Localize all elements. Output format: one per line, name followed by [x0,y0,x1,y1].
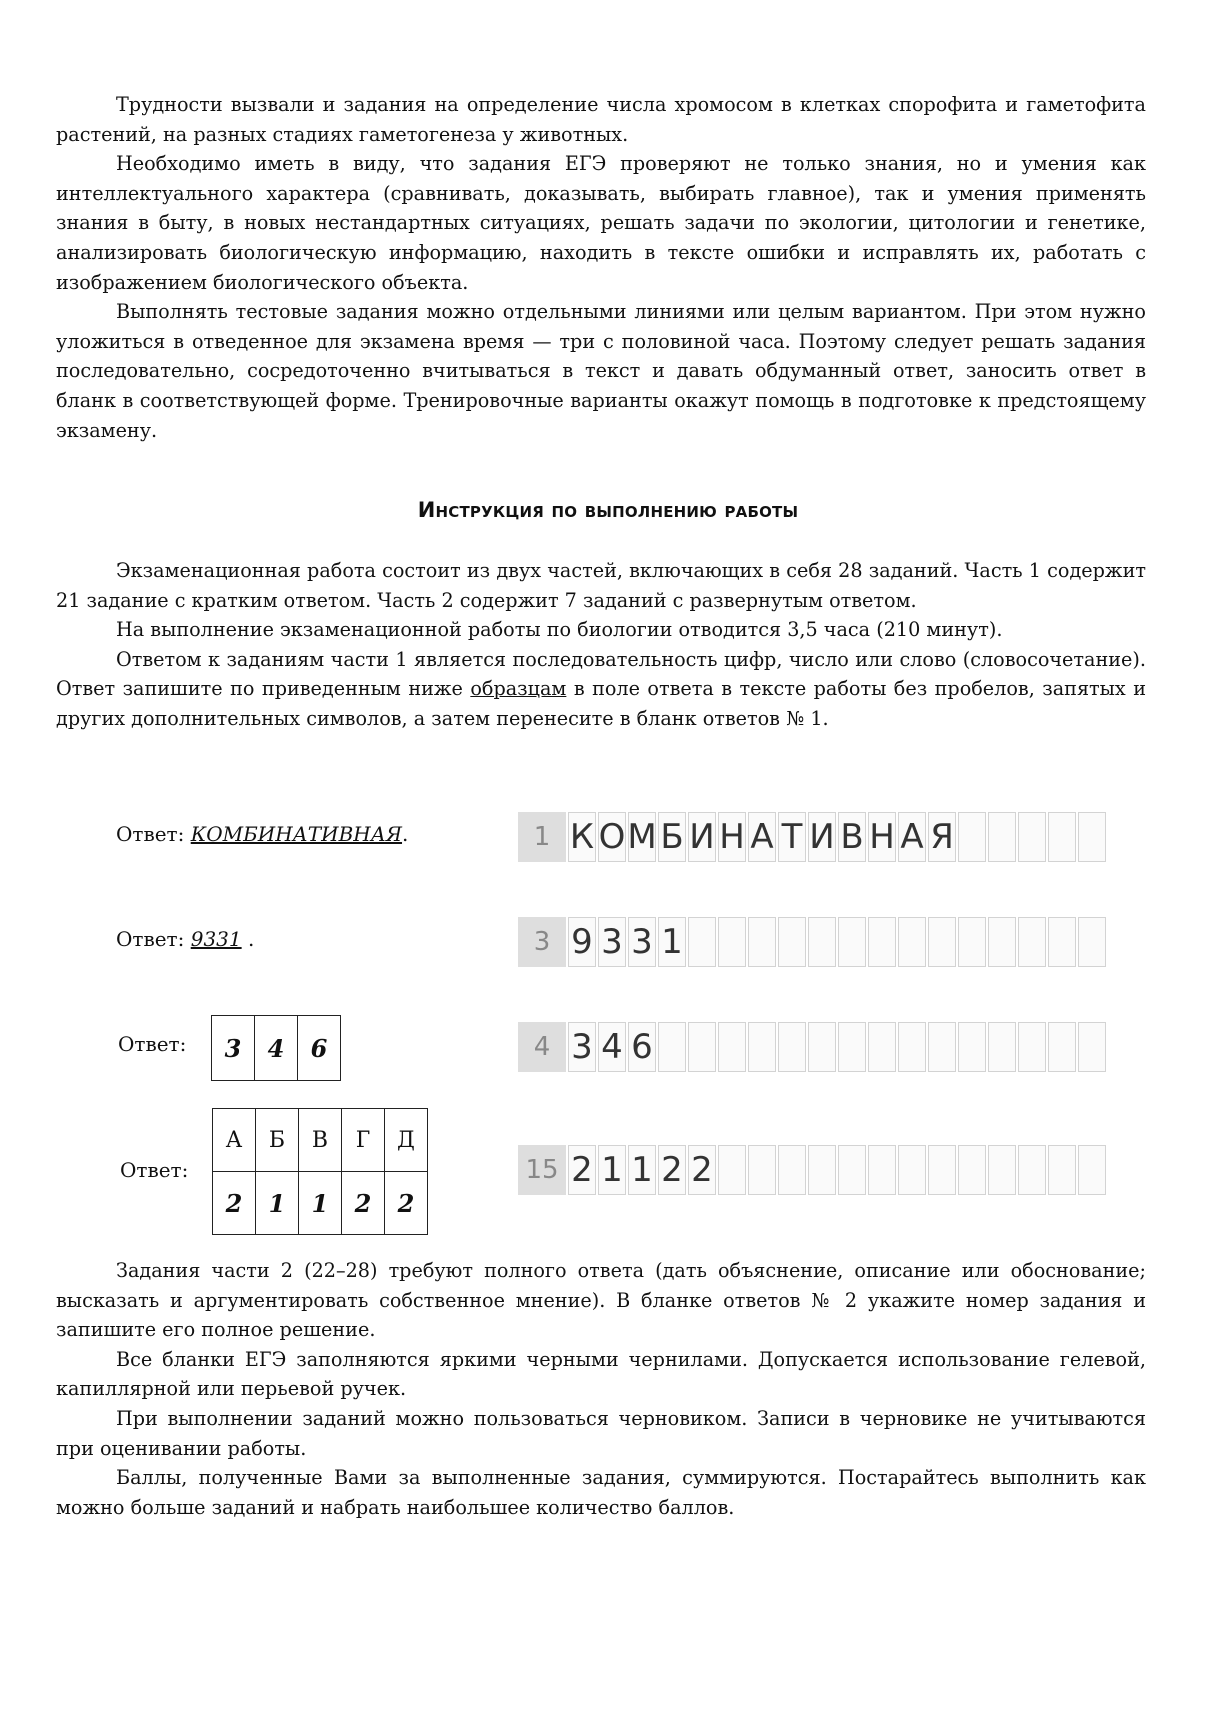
form-cell [808,917,836,967]
form-cell [718,917,746,967]
form-task-number: 15 [518,1145,566,1195]
form-cell [958,1022,986,1072]
form-cell: И [808,812,836,862]
example-1-answer [116,822,408,846]
form-cell: А [898,812,926,862]
form-cell: Б [658,812,686,862]
form-cell [1018,1145,1046,1195]
form-cell: Н [718,812,746,862]
instructions-heading: Инструкция по выполнению работы [417,498,799,522]
form-cells [566,812,1106,862]
form-cell: Я [928,812,956,862]
form-cell: 9 [568,917,596,967]
answer-suffix: . [241,927,255,951]
grid-header-row [213,1109,427,1171]
form-cell [808,1145,836,1195]
form-cell [1078,812,1106,862]
grid-header-cell: Б [256,1109,299,1171]
answer-form-row-4 [518,1145,1142,1195]
instructions-section [56,556,1146,734]
example-3-answer [118,1032,186,1056]
form-cell [688,917,716,967]
form-cell [748,1022,776,1072]
grid-header-cell: А [213,1109,256,1171]
intro-paragraph: Выполнять тестовые задания можно отдельными линиями или целым вариантом. При этом нужно уложиться в отведенное для экзамена время — три с половиной часа. Поэтому следует решать задания последовательно, сосредоточенно вчитываться в текст и давать обдуманный ответ, заносить ответ в бланк в соответствующей форме. Тренировочные варианты окажут помощь в подготовке к предстоящему экзамену. [56,300,1146,442]
form-cell [988,1022,1016,1072]
answer-grid-digits [211,1015,341,1081]
form-cell [988,917,1016,967]
form-cell: О [598,812,626,862]
form-cell [1078,917,1106,967]
instructions-paragraph [56,645,1146,734]
form-cell [958,1145,986,1195]
grid-header-cell: Г [342,1109,385,1171]
form-cell: Т [778,812,806,862]
grid-header-cell: Д [397,1127,415,1153]
form-cell [718,1022,746,1072]
form-cell [658,1022,686,1072]
answer-suffix: . [402,822,409,846]
form-cell: И [688,812,716,862]
form-cell: 1 [598,1145,626,1195]
form-cell [928,1022,956,1072]
form-cell [928,1145,956,1195]
grid-header-cell: В [299,1109,342,1171]
form-cell [958,812,986,862]
final-paragraph: Задания части 2 (22–28) требуют полного ответа (дать объяснение, описание или обоснование; высказать и аргументировать собственное мнение). В бланке ответов № 2 укажите номер задания и запишите его полное решение. [56,1259,1146,1342]
form-cell: 4 [598,1022,626,1072]
form-cell: 2 [568,1145,596,1195]
grid-cell: 1 [299,1172,342,1234]
form-cell [988,1145,1016,1195]
form-cell [808,1022,836,1072]
intro-section [56,90,1146,445]
answer-label: Ответ: [118,1032,187,1056]
form-cell: 2 [658,1145,686,1195]
form-cell [1018,1022,1046,1072]
grid-cell: 3 [212,1016,255,1080]
form-cells [566,1145,1106,1195]
form-task-number: 1 [518,812,566,862]
intro-paragraph: Необходимо иметь в виду, что задания ЕГЭ проверяют не только знания, но и умения как интеллектуального характера (сравнивать, доказывать, выбирать главное), так и умения применять знания в быту, в новых нестандартных ситуациях, решать задачи по экологии, цитологии и генетике, анализировать биологическую информацию, находить в тексте ошибки и исправлять их, работать с изображением биологического объекта. [56,152,1146,294]
instructions-text: в поле ответа в тексте работы без пробелов, запятых и других дополнительных символов, а затем перенесите в бланк ответов № 1. [56,677,1146,730]
form-cell [1048,917,1076,967]
form-cell [868,1145,896,1195]
grid-cell: 4 [255,1016,298,1080]
answer-form-row-3 [518,1022,1142,1072]
grid-cell: 2 [397,1188,415,1218]
form-cell [778,1022,806,1072]
form-cell [688,1022,716,1072]
form-cell [928,917,956,967]
form-cell [898,1022,926,1072]
instructions-paragraph: Экзаменационная работа состоит из двух частей, включающих в себя 28 заданий. Часть 1 содержит 21 задание с кратким ответом. Часть 2 содержит 7 заданий с развернутым ответом. [56,559,1146,612]
grid-cell: 1 [256,1172,299,1234]
form-cell [868,1022,896,1072]
form-cell: В [838,812,866,862]
form-cell [748,1145,776,1195]
form-cell [778,1145,806,1195]
form-cell: 6 [628,1022,656,1072]
form-cell [778,917,806,967]
example-2-answer [116,927,254,951]
form-cell [1078,1022,1106,1072]
form-cell [898,917,926,967]
example-4-answer [120,1158,188,1182]
answer-label: Ответ: [116,822,185,846]
grid-cell: 2 [213,1172,256,1234]
form-cell: 2 [688,1145,716,1195]
form-cell [988,812,1016,862]
form-cell: 3 [568,1022,596,1072]
grid-cell: 6 [310,1033,328,1063]
answer-value: КОМБИНАТИВНАЯ [190,822,403,846]
intro-paragraph: Трудности вызвали и задания на определение числа хромосом в клетках спорофита и гаметофита растений, на разных стадиях гаметогенеза у животных. [56,93,1146,146]
form-cell [838,1022,866,1072]
form-cell [1048,1145,1076,1195]
final-paragraph: При выполнении заданий можно пользоваться черновиком. Записи в черновике не учитываются при оценивании работы. [56,1406,1146,1460]
form-cell: Н [868,812,896,862]
form-cell [958,917,986,967]
grid-cell: 2 [342,1172,385,1234]
form-cell: 1 [658,917,686,967]
form-cell [838,917,866,967]
form-cell [748,917,776,967]
form-cell [1018,917,1046,967]
form-cells [566,1022,1106,1072]
form-cell: 3 [628,917,656,967]
form-cell [1048,812,1076,862]
instructions-text: Ответом к заданиям части 1 является последовательность цифр, число или слово (словосочетание). Ответ запишите по приведенным ниже [56,647,1146,701]
answer-label: Ответ: [120,1158,189,1182]
final-section [56,1256,1146,1522]
form-cell [1048,1022,1076,1072]
form-task-number: 3 [518,917,566,967]
form-cell [868,917,896,967]
answer-grid-matching [212,1108,428,1235]
instructions-paragraph: На выполнение экзаменационной работы по биологии отводится 3,5 часа (210 минут). [116,618,1003,642]
form-cell: 1 [628,1145,656,1195]
form-cell [898,1145,926,1195]
final-paragraph: Все бланки ЕГЭ заполняются яркими черными чернилами. Допускается использование гелевой, капиллярной или перьевой ручек. [56,1347,1146,1401]
form-cell: А [748,812,776,862]
form-cell [718,1145,746,1195]
form-cell: 3 [598,917,626,967]
final-paragraph: Баллы, полученные Вами за выполненные задания, суммируются. Постарайтесь выполнить как можно больше заданий и набрать наибольшее количество баллов. [56,1466,1146,1519]
form-cell [1018,812,1046,862]
samples-link-text: образцам [470,677,567,701]
form-cell [838,1145,866,1195]
answer-value: 9331 [190,927,242,951]
grid-value-row [213,1171,427,1234]
answer-form-row-2 [518,917,1142,967]
answer-form-row-1 [518,812,1142,862]
answer-label: Ответ: [116,927,185,951]
form-cell: М [628,812,656,862]
form-cells [566,917,1106,967]
form-cell: К [568,812,596,862]
form-task-number: 4 [518,1022,566,1072]
form-cell [1078,1145,1106,1195]
